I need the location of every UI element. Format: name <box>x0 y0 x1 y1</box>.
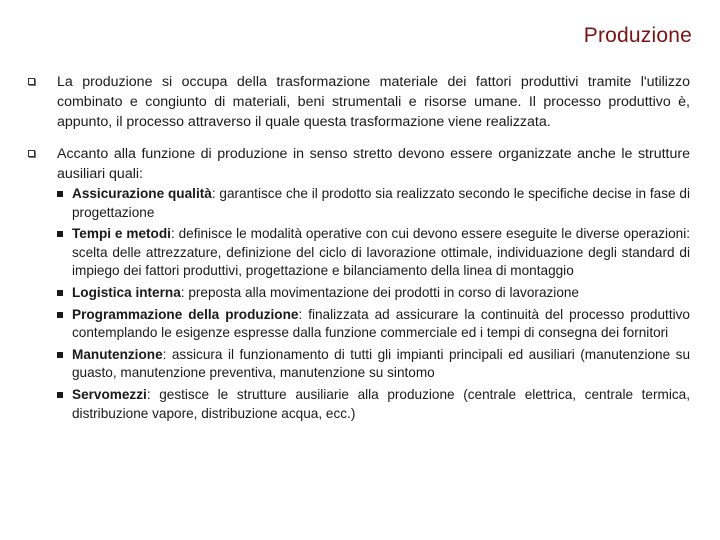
sub-item-term: Logistica interna <box>72 284 181 300</box>
sub-item-description: : garantisce che il prodotto sia realizzato secondo le specifiche decise in fase di progettazione <box>72 186 690 220</box>
bullet-production-definition <box>28 72 690 132</box>
square-bullet-icon <box>57 312 63 318</box>
sub-item-production-planning <box>57 306 690 343</box>
sub-item-times-methods <box>57 225 690 281</box>
sub-item-term: Tempi e metodi <box>72 226 171 242</box>
square-bullet-icon <box>57 191 63 197</box>
sub-item-description: : assicura il funzionamento di tutti gli impianti principali ed ausiliari (manutenzione su guasto, manutenzione preventiva, manutenzione su sintomo <box>72 346 690 381</box>
sub-item-maintenance <box>57 346 690 383</box>
sub-item-term: Manutenzione <box>72 346 163 362</box>
sub-item-quality-assurance <box>57 185 690 222</box>
checkbox-bullet-icon <box>28 150 35 157</box>
sub-item-term: Programmazione della produzione <box>72 306 299 322</box>
sub-list <box>57 185 690 423</box>
slide-title: Produzione <box>583 24 692 47</box>
checkbox-bullet-icon <box>28 78 35 85</box>
sub-item-description: : finalizzata ad assicurare la continuità del processo produttivo contemplando le esigenze espresse dalla funzione commerciale ed i tempi di consegna dei fornitori <box>72 306 690 341</box>
square-bullet-icon <box>57 392 63 398</box>
bullet-auxiliary-structures <box>28 144 690 426</box>
square-bullet-icon <box>57 352 63 358</box>
bullet-text: Accanto alla funzione di produzione in senso stretto devono essere organizzate anche le strutture ausiliari quali: <box>57 146 690 182</box>
sub-item-internal-logistics <box>57 284 690 303</box>
sub-item-description: : definisce le modalità operative con cui devono essere eseguite le diverse operazioni: scelta delle attrezzature, definizione del ciclo di lavorazione ottimale, individuazione degli standard di impiego dei fattori produttivi, progettazione e bilanciamento della linea di montaggio <box>72 226 690 279</box>
slide-content <box>28 72 690 438</box>
sub-item-description: : gestisce le strutture ausiliarie alla produzione (centrale elettrica, centrale termica, distribuzione vapore, distribuzione acqua, ecc.) <box>72 386 690 421</box>
sub-item-description: : preposta alla movimentazione dei prodotti in corso di lavorazione <box>180 284 579 300</box>
square-bullet-icon <box>57 290 63 296</box>
sub-item-utilities <box>57 386 690 423</box>
sub-item-term: Servomezzi <box>72 386 147 402</box>
sub-item-term: Assicurazione qualità <box>72 186 212 201</box>
square-bullet-icon <box>57 231 63 237</box>
bullet-text: La produzione si occupa della trasformazione materiale dei fattori produttivi tramite l'utilizzo combinato e congiunto di materiali, beni strumentali e risorse umane. Il processo produttivo è, appunto, il processo attraverso il quale questa trasformazione viene realizzata. <box>57 74 690 130</box>
